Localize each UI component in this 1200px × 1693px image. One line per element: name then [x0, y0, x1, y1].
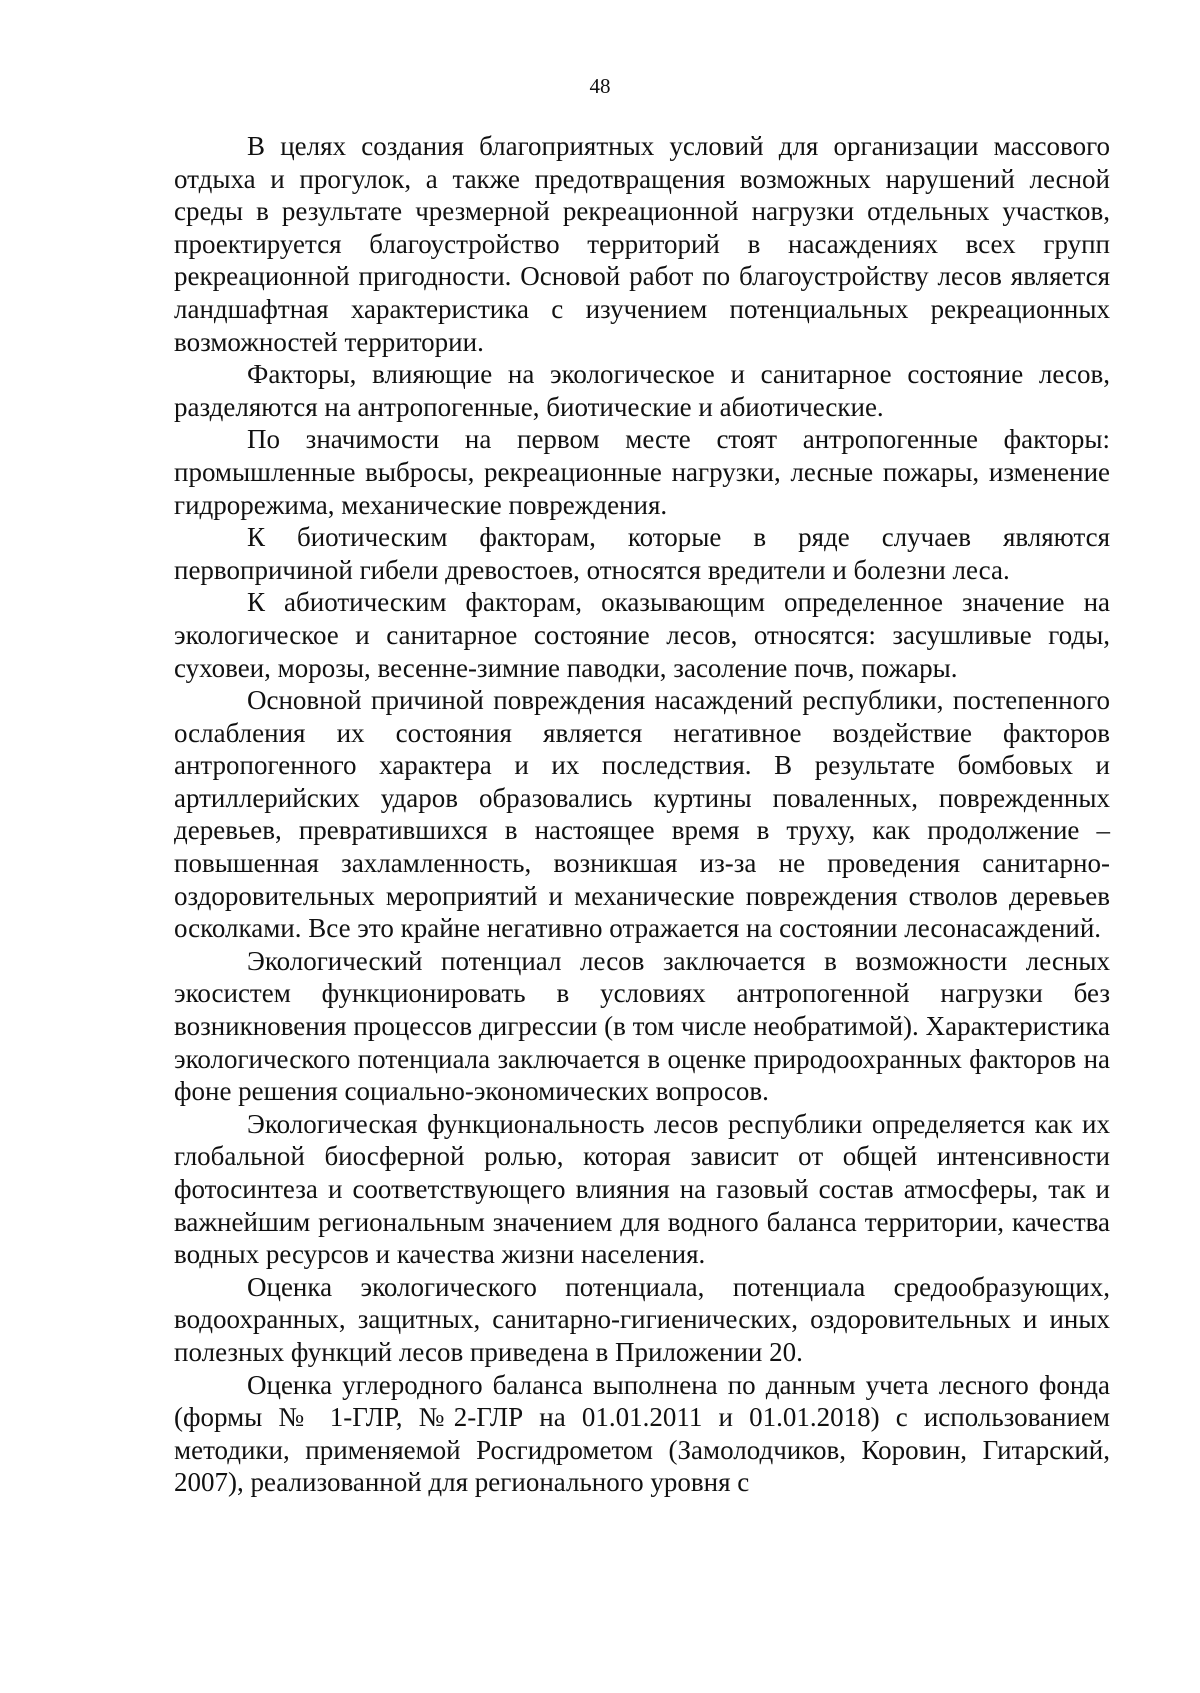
paragraph-ecological-potential: Экологический потенциал лесов заключается в возможности лесных экосистем функционировать в условиях антропогенной нагрузки без возникновения процессов дигрессии (в том числе необратимой). Характеристика экологического потенциала заключается в оценке природоохранных факторов на фоне решения социально-экономических вопросов.	[174, 945, 1110, 1107]
paragraph-carbon-balance: Оценка углеродного баланса выполнена по данным учета лесного фонда (формы № 1-ГЛР, №2-ГЛР на 01.01.2011 и 01.01.2018) с использованием методики, применяемой Росгидрометом (Замолодчиков, Коровин, Гитарский, 2007), реализованной для регионального уровня с	[174, 1369, 1110, 1498]
paragraph-damage-causes: Основной причиной повреждения насаждений республики, постепенного ослабления их состояния является негативное воздействие факторов антропогенного характера и их последствия. В результате бомбовых и артиллерийских ударов образовались куртины поваленных, поврежденных деревьев, превратившихся в настоящее время в труху, как продолжение – повышенная захламленность, возникшая из-за не проведения санитарно-оздоровительных мероприятий и механические повреждения стволов деревьев осколками. Все это крайне негативно отражается на состоянии лесонасаждений.	[174, 685, 1110, 944]
paragraph-abiotic-factors: К абиотическим факторам, оказывающим определенное значение на экологическое и санитарное состояние лесов, относятся: засушливые годы, суховеи, морозы, весенне-зимние паводки, засоление почв, пожары.	[174, 587, 1110, 683]
paragraph-ecological-functionality: Экологическая функциональность лесов республики определяется как их глобальной биосферной ролью, которая зависит от общей интенсивности фотосинтеза и соответствующего влияния на газовый состав атмосферы, так и важнейшим региональным значением для водного баланса территории, качества водных ресурсов и качества жизни населения.	[174, 1108, 1110, 1270]
paragraph-biotic-factors: К биотическим факторам, которые в ряде случаев являются первопричиной гибели древостоев, относятся вредители и болезни леса.	[174, 522, 1110, 585]
paragraph-anthropogenic-factors: По значимости на первом месте стоят антропогенные факторы: промышленные выбросы, рекреационные нагрузки, лесные пожары, изменение гидрорежима, механические повреждения.	[174, 424, 1110, 520]
body-text	[174, 130, 1110, 1499]
paragraph-recreation-improvement: В целях создания благоприятных условий для организации массового отдыха и прогулок, а также предотвращения возможных нарушений лесной среды в результате чрезмерной рекреационной нагрузки отдельных участков, проектируется благоустройство территорий в насаждениях всех групп рекреационной пригодности. Основой работ по благоустройству лесов является ландшафтная характеристика с изучением потенциальных рекреационных возможностей территории.	[174, 131, 1110, 357]
paragraph-factors-overview: Факторы, влияющие на экологическое и санитарное состояние лесов, разделяются на антропогенные, биотические и абиотические.	[174, 359, 1110, 422]
page-number: 48	[589, 74, 611, 98]
paragraph-potential-assessment: Оценка экологического потенциала, потенциала средообразующих, водоохранных, защитных, санитарно-гигиенических, оздоровительных и иных полезных функций лесов приведена в Приложении 20.	[174, 1271, 1110, 1367]
